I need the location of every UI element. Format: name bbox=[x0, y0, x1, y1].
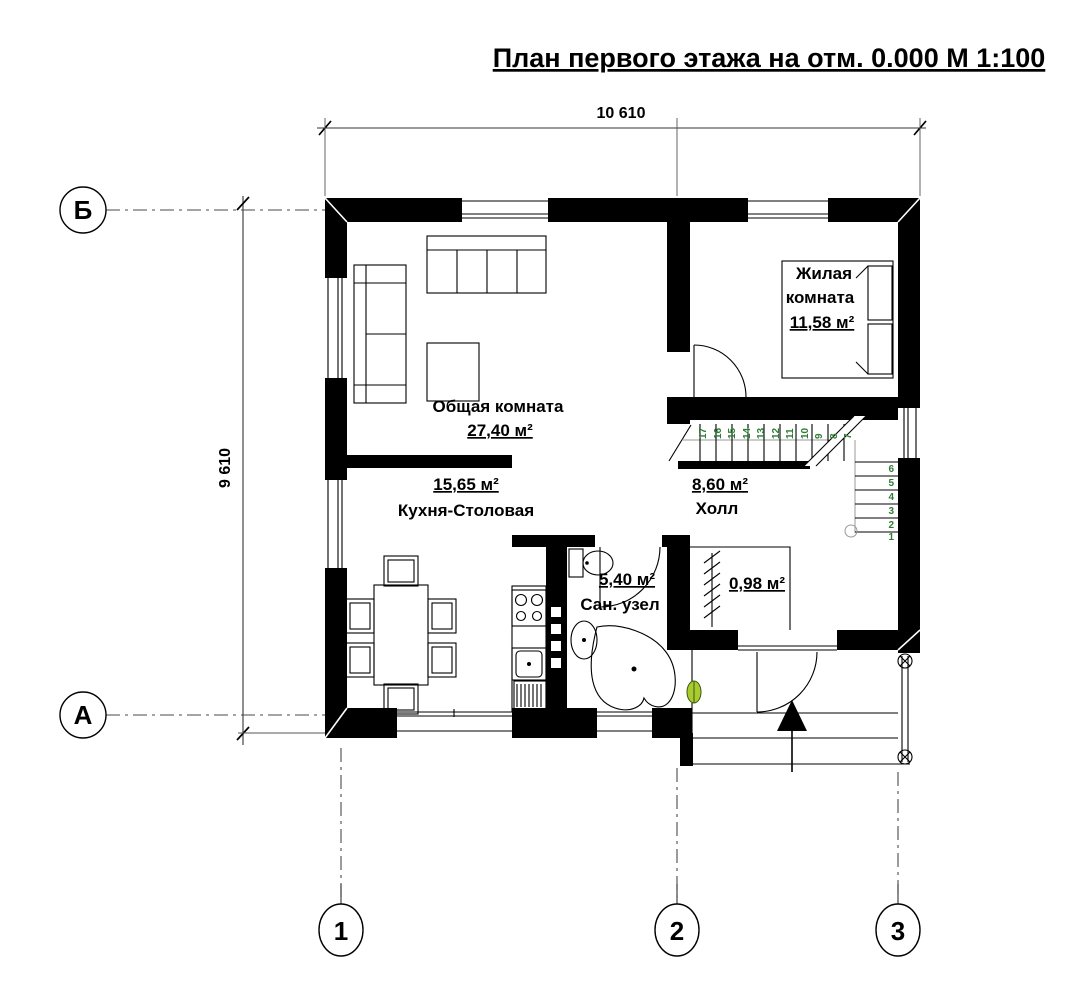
step-number: 16 bbox=[713, 427, 724, 439]
label-hall-name: Холл bbox=[695, 499, 739, 518]
entry-door-opening bbox=[738, 630, 837, 650]
axis-row-a bbox=[60, 692, 330, 738]
step-number: 17 bbox=[698, 427, 709, 439]
entrance-porch bbox=[680, 650, 912, 772]
window-left-kitchen bbox=[325, 480, 347, 568]
label-bathroom-name: Сан. узел bbox=[580, 595, 660, 614]
axis-label-1: 1 bbox=[333, 916, 349, 946]
kitchen-sink bbox=[512, 648, 546, 710]
axis-label-b: Б bbox=[73, 195, 93, 225]
step-number: 1 bbox=[888, 532, 894, 543]
page-title: План первого этажа на отм. 0.000 М 1:100 bbox=[492, 43, 1046, 73]
coffee-table bbox=[427, 343, 479, 401]
axis-col-1 bbox=[319, 748, 363, 956]
axis-label-a: А bbox=[73, 700, 93, 730]
step-number: 2 bbox=[888, 520, 894, 531]
window-top-bedroom bbox=[748, 198, 828, 222]
stairs-upper-step-numbers bbox=[698, 427, 854, 439]
porch-railing bbox=[898, 654, 912, 764]
dimension-left-label: 9 610 bbox=[217, 447, 234, 489]
label-bedroom-name-2: комната bbox=[785, 288, 855, 307]
window-left-living bbox=[325, 278, 347, 378]
label-bedroom-name-1: Жилая bbox=[796, 264, 852, 283]
step-number: 5 bbox=[888, 478, 894, 489]
step-number: 10 bbox=[800, 427, 811, 439]
label-bedroom-area: 11,58 м² bbox=[789, 313, 855, 332]
bathroom-sink bbox=[571, 621, 597, 659]
sofa bbox=[354, 265, 406, 403]
axis-col-2 bbox=[655, 768, 699, 956]
axis-col-3 bbox=[876, 772, 920, 956]
step-number: 3 bbox=[888, 506, 894, 517]
dining-table bbox=[374, 585, 428, 685]
step-number: 9 bbox=[814, 433, 825, 439]
door-entry bbox=[757, 652, 817, 712]
window-right-stairs bbox=[898, 408, 920, 458]
axis-label-3: 3 bbox=[890, 916, 906, 946]
step-number: 8 bbox=[829, 433, 840, 439]
label-kitchen-name: Кухня-Столовая bbox=[397, 501, 535, 520]
axis-row-b bbox=[60, 187, 330, 233]
step-number: 11 bbox=[785, 428, 796, 439]
door-bedroom bbox=[694, 345, 746, 397]
step-number: 13 bbox=[756, 427, 767, 439]
step-number: 14 bbox=[742, 427, 753, 439]
label-closet-area: 0,98 м² bbox=[728, 574, 786, 593]
dining-chairs bbox=[346, 556, 456, 714]
dimension-top-label: 10 610 bbox=[596, 105, 646, 122]
step-number: 12 bbox=[771, 427, 782, 439]
label-kitchen-area: 15,65 м² bbox=[433, 475, 499, 494]
furniture-kitchen bbox=[346, 556, 561, 714]
stairs-break-mask bbox=[804, 416, 866, 466]
label-bathroom-area: 5,40 м² bbox=[598, 570, 656, 589]
step-number: 7 bbox=[843, 433, 854, 439]
entry-direction-arrow bbox=[777, 700, 807, 772]
window-top-living bbox=[462, 198, 548, 222]
label-hall-area: 8,60 м² bbox=[691, 475, 749, 494]
axis-label-2: 2 bbox=[669, 916, 685, 946]
entry-lamp bbox=[687, 681, 701, 703]
corner-bathtub bbox=[591, 626, 675, 710]
dimension-left bbox=[217, 196, 326, 745]
door-hall-living bbox=[669, 425, 691, 461]
window-bottom-bathroom bbox=[597, 708, 652, 738]
furniture-living bbox=[354, 236, 546, 403]
stove bbox=[512, 590, 546, 626]
step-number: 6 bbox=[888, 464, 894, 475]
window-bottom-kitchen bbox=[397, 708, 512, 738]
step-number: 4 bbox=[888, 492, 894, 503]
cabinet bbox=[427, 236, 546, 293]
step-number: 15 bbox=[727, 427, 738, 439]
label-living-area: 27,40 м² bbox=[467, 421, 533, 440]
dimension-top bbox=[317, 105, 926, 196]
label-living-name: Общая комната bbox=[432, 397, 564, 416]
